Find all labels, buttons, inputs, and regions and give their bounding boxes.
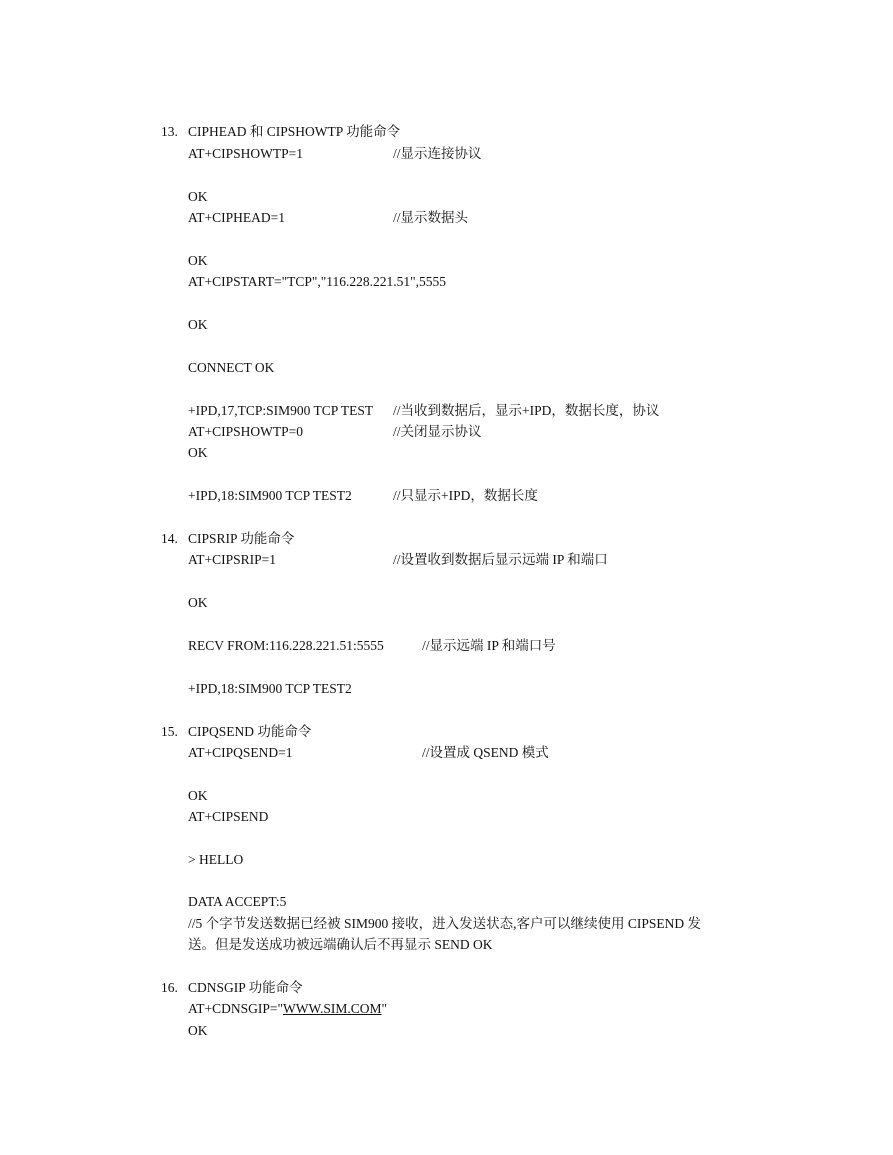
command-suffix: "	[381, 1001, 388, 1016]
note-line: //5 个字节发送数据已经被 SIM900 接收，进入发送状态,客户可以继续使用 CIPSEND 发	[188, 916, 702, 931]
command-prefix: AT+CDNSGIP="	[188, 1001, 284, 1016]
command-comment: //显示数据头	[393, 210, 469, 225]
command-line: AT+CIPQSEND=1	[188, 745, 293, 760]
response-line: DATA ACCEPT:5	[188, 894, 287, 909]
command-line: AT+CIPSHOWTP=0	[188, 424, 303, 439]
command-line	[188, 1000, 387, 1018]
command-comment: //只显示+IPD，数据长度	[393, 488, 538, 503]
section-number: 13.	[161, 124, 178, 139]
response-line: OK	[188, 317, 208, 332]
response-line: +IPD,18:SIM900 TCP TEST2	[188, 681, 352, 696]
section-title: CIPHEAD 和 CIPSHOWTP 功能命令	[188, 124, 401, 139]
command-line: AT+CIPSTART="TCP","116.228.221.51",5555	[188, 274, 447, 289]
command-line: AT+CIPHEAD=1	[188, 210, 285, 225]
section-number: 15.	[161, 724, 178, 739]
response-line: OK	[188, 189, 208, 204]
section-number: 14.	[161, 531, 178, 546]
section-number: 16.	[161, 980, 178, 995]
response-line: CONNECT OK	[188, 360, 275, 375]
command-comment: //显示远端 IP 和端口号	[422, 638, 556, 653]
response-line: OK	[188, 1023, 208, 1038]
url-link[interactable]: WWW.SIM.COM	[283, 1001, 382, 1016]
command-line: AT+CIPSHOWTP=1	[188, 146, 303, 161]
section-title: CIPQSEND 功能命令	[188, 724, 312, 739]
section-title: CDNSGIP 功能命令	[188, 980, 303, 995]
response-line: OK	[188, 253, 208, 268]
response-line: OK	[188, 445, 208, 460]
command-comment: //设置成 QSEND 模式	[422, 745, 549, 760]
response-line: OK	[188, 788, 208, 803]
note-line: 送。但是发送成功被远端确认后不再显示 SEND OK	[188, 937, 493, 952]
input-line: > HELLO	[188, 852, 244, 867]
command-comment: //关闭显示协议	[393, 424, 482, 439]
command-comment: //显示连接协议	[393, 146, 482, 161]
command-line: AT+CIPSRIP=1	[188, 552, 277, 567]
response-line: RECV FROM:116.228.221.51:5555	[188, 638, 384, 653]
command-comment: //当收到数据后，显示+IPD，数据长度，协议	[393, 403, 660, 418]
response-line: OK	[188, 595, 208, 610]
response-line: +IPD,18:SIM900 TCP TEST2	[188, 488, 352, 503]
response-line: +IPD,17,TCP:SIM900 TCP TEST	[188, 403, 374, 418]
section-title: CIPSRIP 功能命令	[188, 531, 295, 546]
command-line: AT+CIPSEND	[188, 809, 269, 824]
command-comment: //设置收到数据后显示远端 IP 和端口	[393, 552, 608, 567]
